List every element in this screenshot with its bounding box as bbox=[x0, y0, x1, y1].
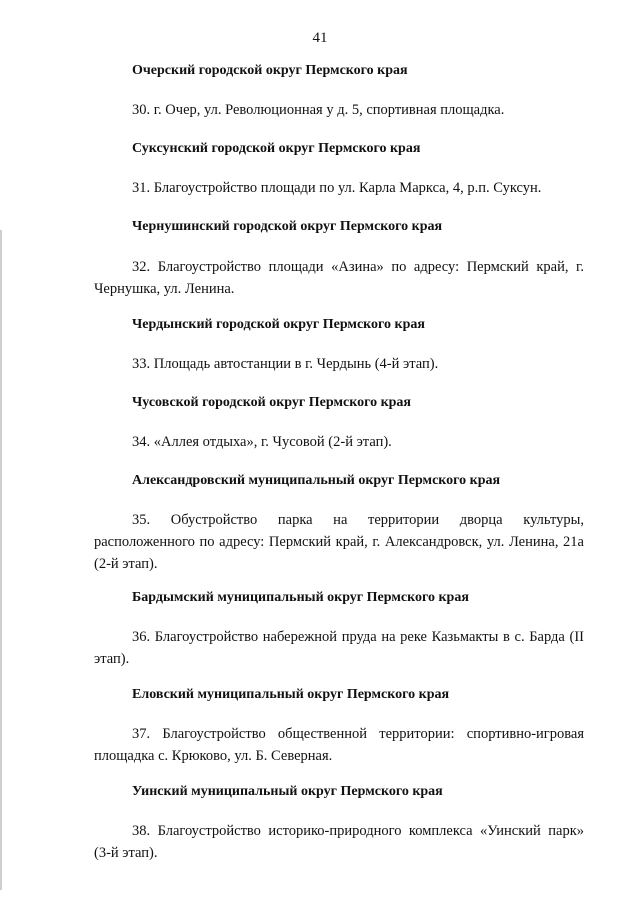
list-item: 30. г. Очер, ул. Революционная у д. 5, спортивная площадка. bbox=[132, 102, 505, 118]
section-heading: Александровский муниципальный округ Пермского края bbox=[132, 473, 501, 488]
list-item: 35. Обустройство парка на территории дворца культуры, расположенного по адресу: Пермский край, г. Александровск, ул. Ленина, 21а (2-й этап). bbox=[94, 512, 584, 572]
list-item: 34. «Аллея отдыха», г. Чусовой (2-й этап). bbox=[132, 434, 392, 450]
scan-edge-line bbox=[0, 230, 2, 890]
section-heading: Еловский муниципальный округ Пермского края bbox=[132, 687, 450, 702]
section-heading: Уинский муниципальный округ Пермского края bbox=[132, 784, 443, 799]
section-heading: Чернушинский городской округ Пермского края bbox=[132, 219, 443, 234]
list-item: 32. Благоустройство площади «Азина» по адресу: Пермский край, г. Чернушка, ул. Ленина. bbox=[94, 259, 584, 297]
list-item: 38. Благоустройство историко-природного комплекса «Уинский парк» (3-й этап). bbox=[94, 823, 584, 861]
section-heading: Чердынский городской округ Пермского края bbox=[132, 317, 425, 332]
section-heading: Очерский городской округ Пермского края bbox=[132, 63, 408, 78]
section-heading: Чусовской городской округ Пермского края bbox=[132, 395, 412, 410]
page-number: 41 bbox=[312, 30, 328, 46]
list-item: 31. Благоустройство площади по ул. Карла Маркса, 4, р.п. Суксун. bbox=[132, 180, 542, 196]
list-item: 36. Благоустройство набережной пруда на реке Казьмакты в с. Барда (II этап). bbox=[94, 629, 584, 667]
list-item: 33. Площадь автостанции в г. Чердынь (4-й этап). bbox=[132, 356, 439, 372]
list-item: 37. Благоустройство общественной территории: спортивно-игровая площадка с. Крюково, ул. Б. Северная. bbox=[94, 726, 584, 764]
section-heading: Бардымский муниципальный округ Пермского края bbox=[132, 590, 469, 605]
section-heading: Суксунский городской округ Пермского края bbox=[132, 141, 421, 156]
